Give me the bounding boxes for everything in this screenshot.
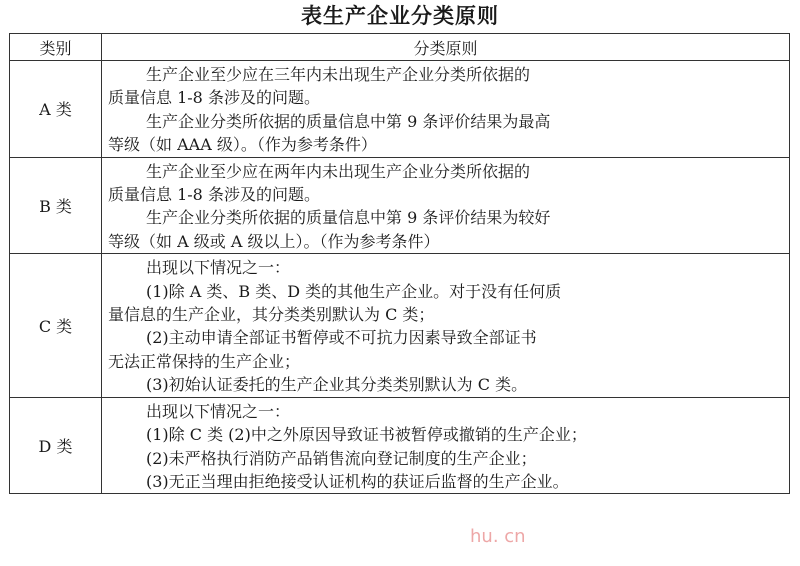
table-row bbox=[10, 397, 790, 494]
category-cell: A 类 bbox=[10, 61, 102, 158]
rules-cell bbox=[102, 397, 790, 494]
rule-line: 质量信息 1-8 条涉及的问题。 bbox=[108, 88, 320, 108]
category-cell: B 类 bbox=[10, 157, 102, 254]
header-category: 类别 bbox=[10, 34, 102, 61]
table-title: 表生产企业分类原则 bbox=[301, 3, 499, 28]
rules-cell bbox=[102, 254, 790, 397]
rule-line: 量信息的生产企业，其分类类别默认为 C 类； bbox=[108, 305, 435, 325]
rule-line: 生产企业分类所依据的质量信息中第 9 条评价结果为较好 bbox=[146, 208, 551, 228]
rule-line: 质量信息 1-8 条涉及的问题。 bbox=[108, 185, 320, 205]
rule-line: 无法正常保持的生产企业； bbox=[108, 351, 301, 371]
rule-line: 出现以下情况之一： bbox=[146, 258, 291, 278]
classification-table bbox=[9, 33, 790, 494]
rule-line: (1)除 A 类、B 类、D 类的其他生产企业。对于没有任何质 bbox=[146, 281, 562, 301]
rule-line: 出现以下情况之一： bbox=[146, 401, 291, 421]
rule-line: 生产企业分类所依据的质量信息中第 9 条评价结果为最高 bbox=[146, 111, 551, 131]
rule-line: (1)除 C 类 (2)中之外原因导致证书被暂停或撤销的生产企业； bbox=[146, 425, 587, 445]
rules-cell bbox=[102, 157, 790, 254]
rule-line: 等级（如 AAA 级）。（作为参考条件） bbox=[108, 135, 377, 155]
rules-cell bbox=[102, 61, 790, 158]
table-body bbox=[10, 61, 790, 494]
rule-line: (3)无正当理由拒绝接受认证机构的获证后监督的生产企业。 bbox=[146, 471, 569, 491]
rule-line: 生产企业至少应在三年内未出现生产企业分类所依据的 bbox=[146, 65, 531, 84]
category-cell: C 类 bbox=[10, 254, 102, 397]
category-cell: D 类 bbox=[10, 397, 102, 494]
table-row bbox=[10, 254, 790, 397]
table-row bbox=[10, 157, 790, 254]
rule-line: (2)未严格执行消防产品销售流向登记制度的生产企业； bbox=[146, 448, 537, 468]
rule-line: (3)初始认证委托的生产企业其分类类别默认为 C 类。 bbox=[146, 375, 528, 395]
header-rules: 分类原则 bbox=[102, 34, 790, 61]
rule-line: (2)主动申请全部证书暂停或不可抗力因素导致全部证书 bbox=[146, 328, 537, 348]
header-row bbox=[10, 34, 790, 61]
rule-line: 等级（如 A 级或 A 级以上）。（作为参考条件） bbox=[108, 231, 440, 251]
table-row bbox=[10, 61, 790, 158]
rule-line: 生产企业至少应在两年内未出现生产企业分类所依据的 bbox=[146, 161, 531, 181]
watermark-text: hu. cn bbox=[470, 526, 526, 547]
